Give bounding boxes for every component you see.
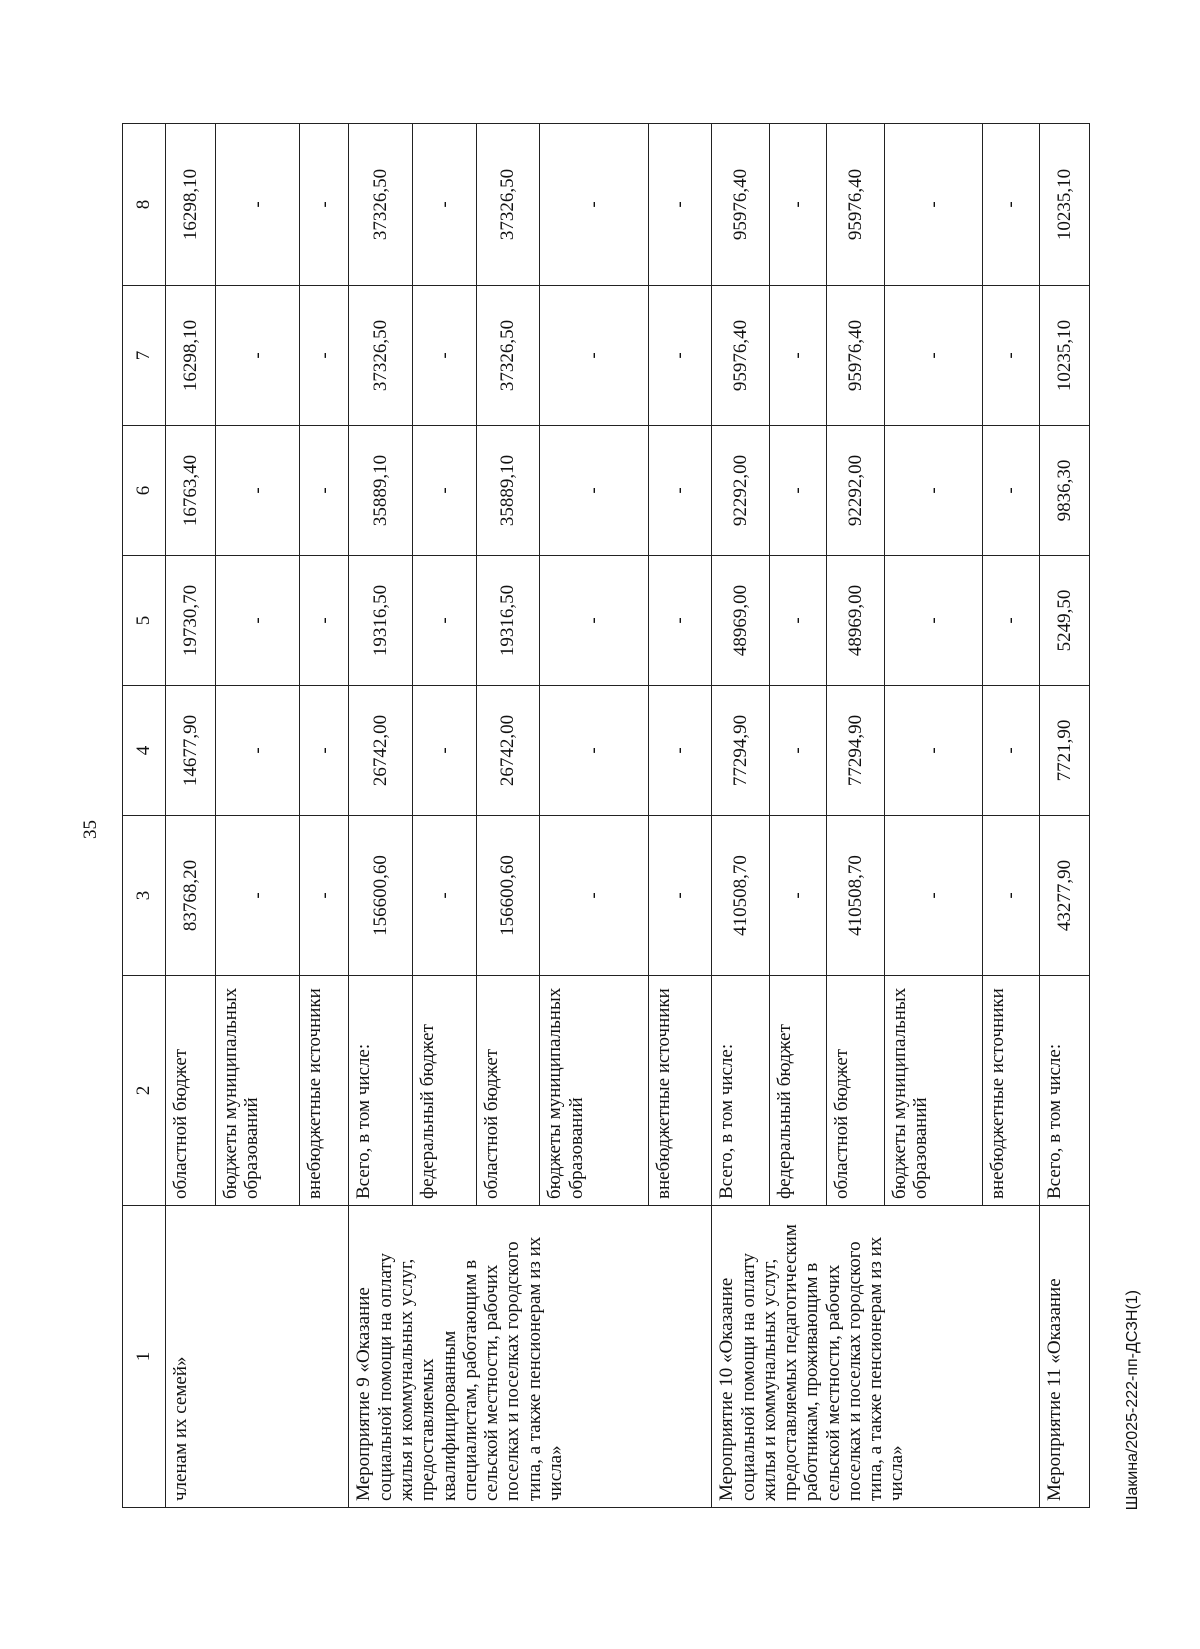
- amount-cell: 95976,40: [827, 124, 885, 286]
- amount-cell: 10235,10: [1040, 286, 1090, 426]
- amount-cell: -: [648, 686, 712, 816]
- funding-source-cell: областной бюджет: [827, 976, 885, 1206]
- header-cell: 8: [123, 124, 166, 286]
- amount-cell: 26742,00: [349, 686, 413, 816]
- amount-cell: 95976,40: [827, 286, 885, 426]
- amount-cell: -: [413, 286, 477, 426]
- amount-cell: -: [769, 686, 827, 816]
- page-number: 35: [80, 820, 101, 839]
- amount-cell: 7721,90: [1040, 686, 1090, 816]
- measure-description-cell: Мероприятие 11 «Оказание: [1040, 1206, 1090, 1508]
- amount-cell: 26742,00: [476, 686, 540, 816]
- amount-cell: 410508,70: [827, 816, 885, 976]
- amount-cell: 95976,40: [712, 286, 770, 426]
- amount-cell: -: [769, 124, 827, 286]
- amount-cell: -: [413, 426, 477, 556]
- table-row: [1040, 124, 1090, 1508]
- amount-cell: 5249,50: [1040, 556, 1090, 686]
- funding-source-cell: Всего, в том числе:: [349, 976, 413, 1206]
- amount-cell: 156600,60: [349, 816, 413, 976]
- amount-cell: -: [884, 286, 982, 426]
- amount-cell: -: [648, 556, 712, 686]
- amount-cell: -: [413, 686, 477, 816]
- funding-source-cell: внебюджетные источники: [982, 976, 1040, 1206]
- amount-cell: -: [769, 426, 827, 556]
- amount-cell: -: [413, 124, 477, 286]
- amount-cell: -: [648, 816, 712, 976]
- header-cell: 5: [123, 556, 166, 686]
- header-cell: 3: [123, 816, 166, 976]
- amount-cell: -: [982, 124, 1040, 286]
- table-row: [349, 124, 413, 1508]
- amount-cell: 35889,10: [476, 426, 540, 556]
- amount-cell: 92292,00: [827, 426, 885, 556]
- amount-cell: -: [884, 816, 982, 976]
- amount-cell: -: [413, 556, 477, 686]
- funding-source-cell: областной бюджет: [166, 976, 216, 1206]
- amount-cell: -: [215, 286, 299, 426]
- amount-cell: -: [982, 686, 1040, 816]
- amount-cell: -: [982, 286, 1040, 426]
- funding-source-cell: бюджеты муниципальных образований: [215, 976, 299, 1206]
- amount-cell: -: [215, 556, 299, 686]
- table-row: [166, 124, 216, 1508]
- amount-cell: -: [299, 556, 349, 686]
- funding-source-cell: областной бюджет: [476, 976, 540, 1206]
- amount-cell: -: [769, 816, 827, 976]
- amount-cell: -: [884, 426, 982, 556]
- amount-cell: -: [982, 556, 1040, 686]
- amount-cell: -: [413, 816, 477, 976]
- table-header-row: [123, 124, 166, 1508]
- amount-cell: 92292,00: [712, 426, 770, 556]
- amount-cell: -: [540, 816, 648, 976]
- amount-cell: -: [299, 286, 349, 426]
- amount-cell: 95976,40: [712, 124, 770, 286]
- amount-cell: 19316,50: [476, 556, 540, 686]
- amount-cell: -: [769, 556, 827, 686]
- amount-cell: -: [540, 286, 648, 426]
- amount-cell: 77294,90: [827, 686, 885, 816]
- funding-source-cell: бюджеты муниципальных образований: [540, 976, 648, 1206]
- amount-cell: 48969,00: [827, 556, 885, 686]
- header-cell: 1: [123, 1206, 166, 1508]
- amount-cell: 37326,50: [349, 124, 413, 286]
- budget-table: [122, 123, 1090, 1508]
- amount-cell: 37326,50: [476, 286, 540, 426]
- budget-table-wrapper: [122, 124, 1090, 1508]
- amount-cell: 43277,90: [1040, 816, 1090, 976]
- amount-cell: -: [982, 816, 1040, 976]
- amount-cell: 16298,10: [166, 124, 216, 286]
- funding-source-cell: федеральный бюджет: [413, 976, 477, 1206]
- amount-cell: -: [769, 286, 827, 426]
- amount-cell: -: [299, 426, 349, 556]
- amount-cell: -: [540, 124, 648, 286]
- measure-description-cell: Мероприятие 9 «Оказание социальной помощи на оплату жилья и коммунальных услуг, предоставляемых квалифицированным специалистам, работающим в сельской местности, рабочих поселках и поселках городского типа, а также пенсионерам из их числа»: [349, 1206, 712, 1508]
- amount-cell: 10235,10: [1040, 124, 1090, 286]
- amount-cell: 16298,10: [166, 286, 216, 426]
- header-cell: 6: [123, 426, 166, 556]
- funding-source-cell: бюджеты муниципальных образований: [884, 976, 982, 1206]
- funding-source-cell: федеральный бюджет: [769, 976, 827, 1206]
- amount-cell: 16763,40: [166, 426, 216, 556]
- amount-cell: 14677,90: [166, 686, 216, 816]
- funding-source-cell: внебюджетные источники: [299, 976, 349, 1206]
- header-cell: 4: [123, 686, 166, 816]
- header-cell: 7: [123, 286, 166, 426]
- amount-cell: -: [648, 426, 712, 556]
- amount-cell: 410508,70: [712, 816, 770, 976]
- amount-cell: -: [215, 426, 299, 556]
- amount-cell: -: [299, 686, 349, 816]
- amount-cell: 48969,00: [712, 556, 770, 686]
- amount-cell: -: [299, 124, 349, 286]
- amount-cell: -: [982, 426, 1040, 556]
- amount-cell: -: [648, 286, 712, 426]
- amount-cell: -: [540, 686, 648, 816]
- amount-cell: 9836,30: [1040, 426, 1090, 556]
- amount-cell: -: [215, 124, 299, 286]
- amount-cell: -: [215, 816, 299, 976]
- amount-cell: -: [884, 556, 982, 686]
- measure-description-cell: Мероприятие 10 «Оказание социальной помощи на оплату жилья и коммунальных услуг, предоставляемых педагогическим работникам, проживающим в сельской местности, рабочих поселках и поселках городского типа, а также пенсионерам из их числа»: [712, 1206, 1040, 1508]
- amount-cell: -: [884, 124, 982, 286]
- funding-source-cell: Всего, в том числе:: [712, 976, 770, 1206]
- amount-cell: 37326,50: [476, 124, 540, 286]
- amount-cell: 37326,50: [349, 286, 413, 426]
- amount-cell: 156600,60: [476, 816, 540, 976]
- amount-cell: 77294,90: [712, 686, 770, 816]
- amount-cell: -: [299, 816, 349, 976]
- measure-description-cell: членам их семей»: [166, 1206, 349, 1508]
- amount-cell: -: [884, 686, 982, 816]
- amount-cell: 19316,50: [349, 556, 413, 686]
- amount-cell: -: [540, 556, 648, 686]
- amount-cell: -: [540, 426, 648, 556]
- amount-cell: -: [648, 124, 712, 286]
- amount-cell: 35889,10: [349, 426, 413, 556]
- funding-source-cell: внебюджетные источники: [648, 976, 712, 1206]
- amount-cell: 19730,70: [166, 556, 216, 686]
- amount-cell: 83768,20: [166, 816, 216, 976]
- amount-cell: -: [215, 686, 299, 816]
- header-cell: 2: [123, 976, 166, 1206]
- funding-source-cell: Всего, в том числе:: [1040, 976, 1090, 1206]
- table-row: [712, 124, 770, 1508]
- document-code: Шакина/2025-222-пп-ДСЗН(1): [1124, 1290, 1141, 1511]
